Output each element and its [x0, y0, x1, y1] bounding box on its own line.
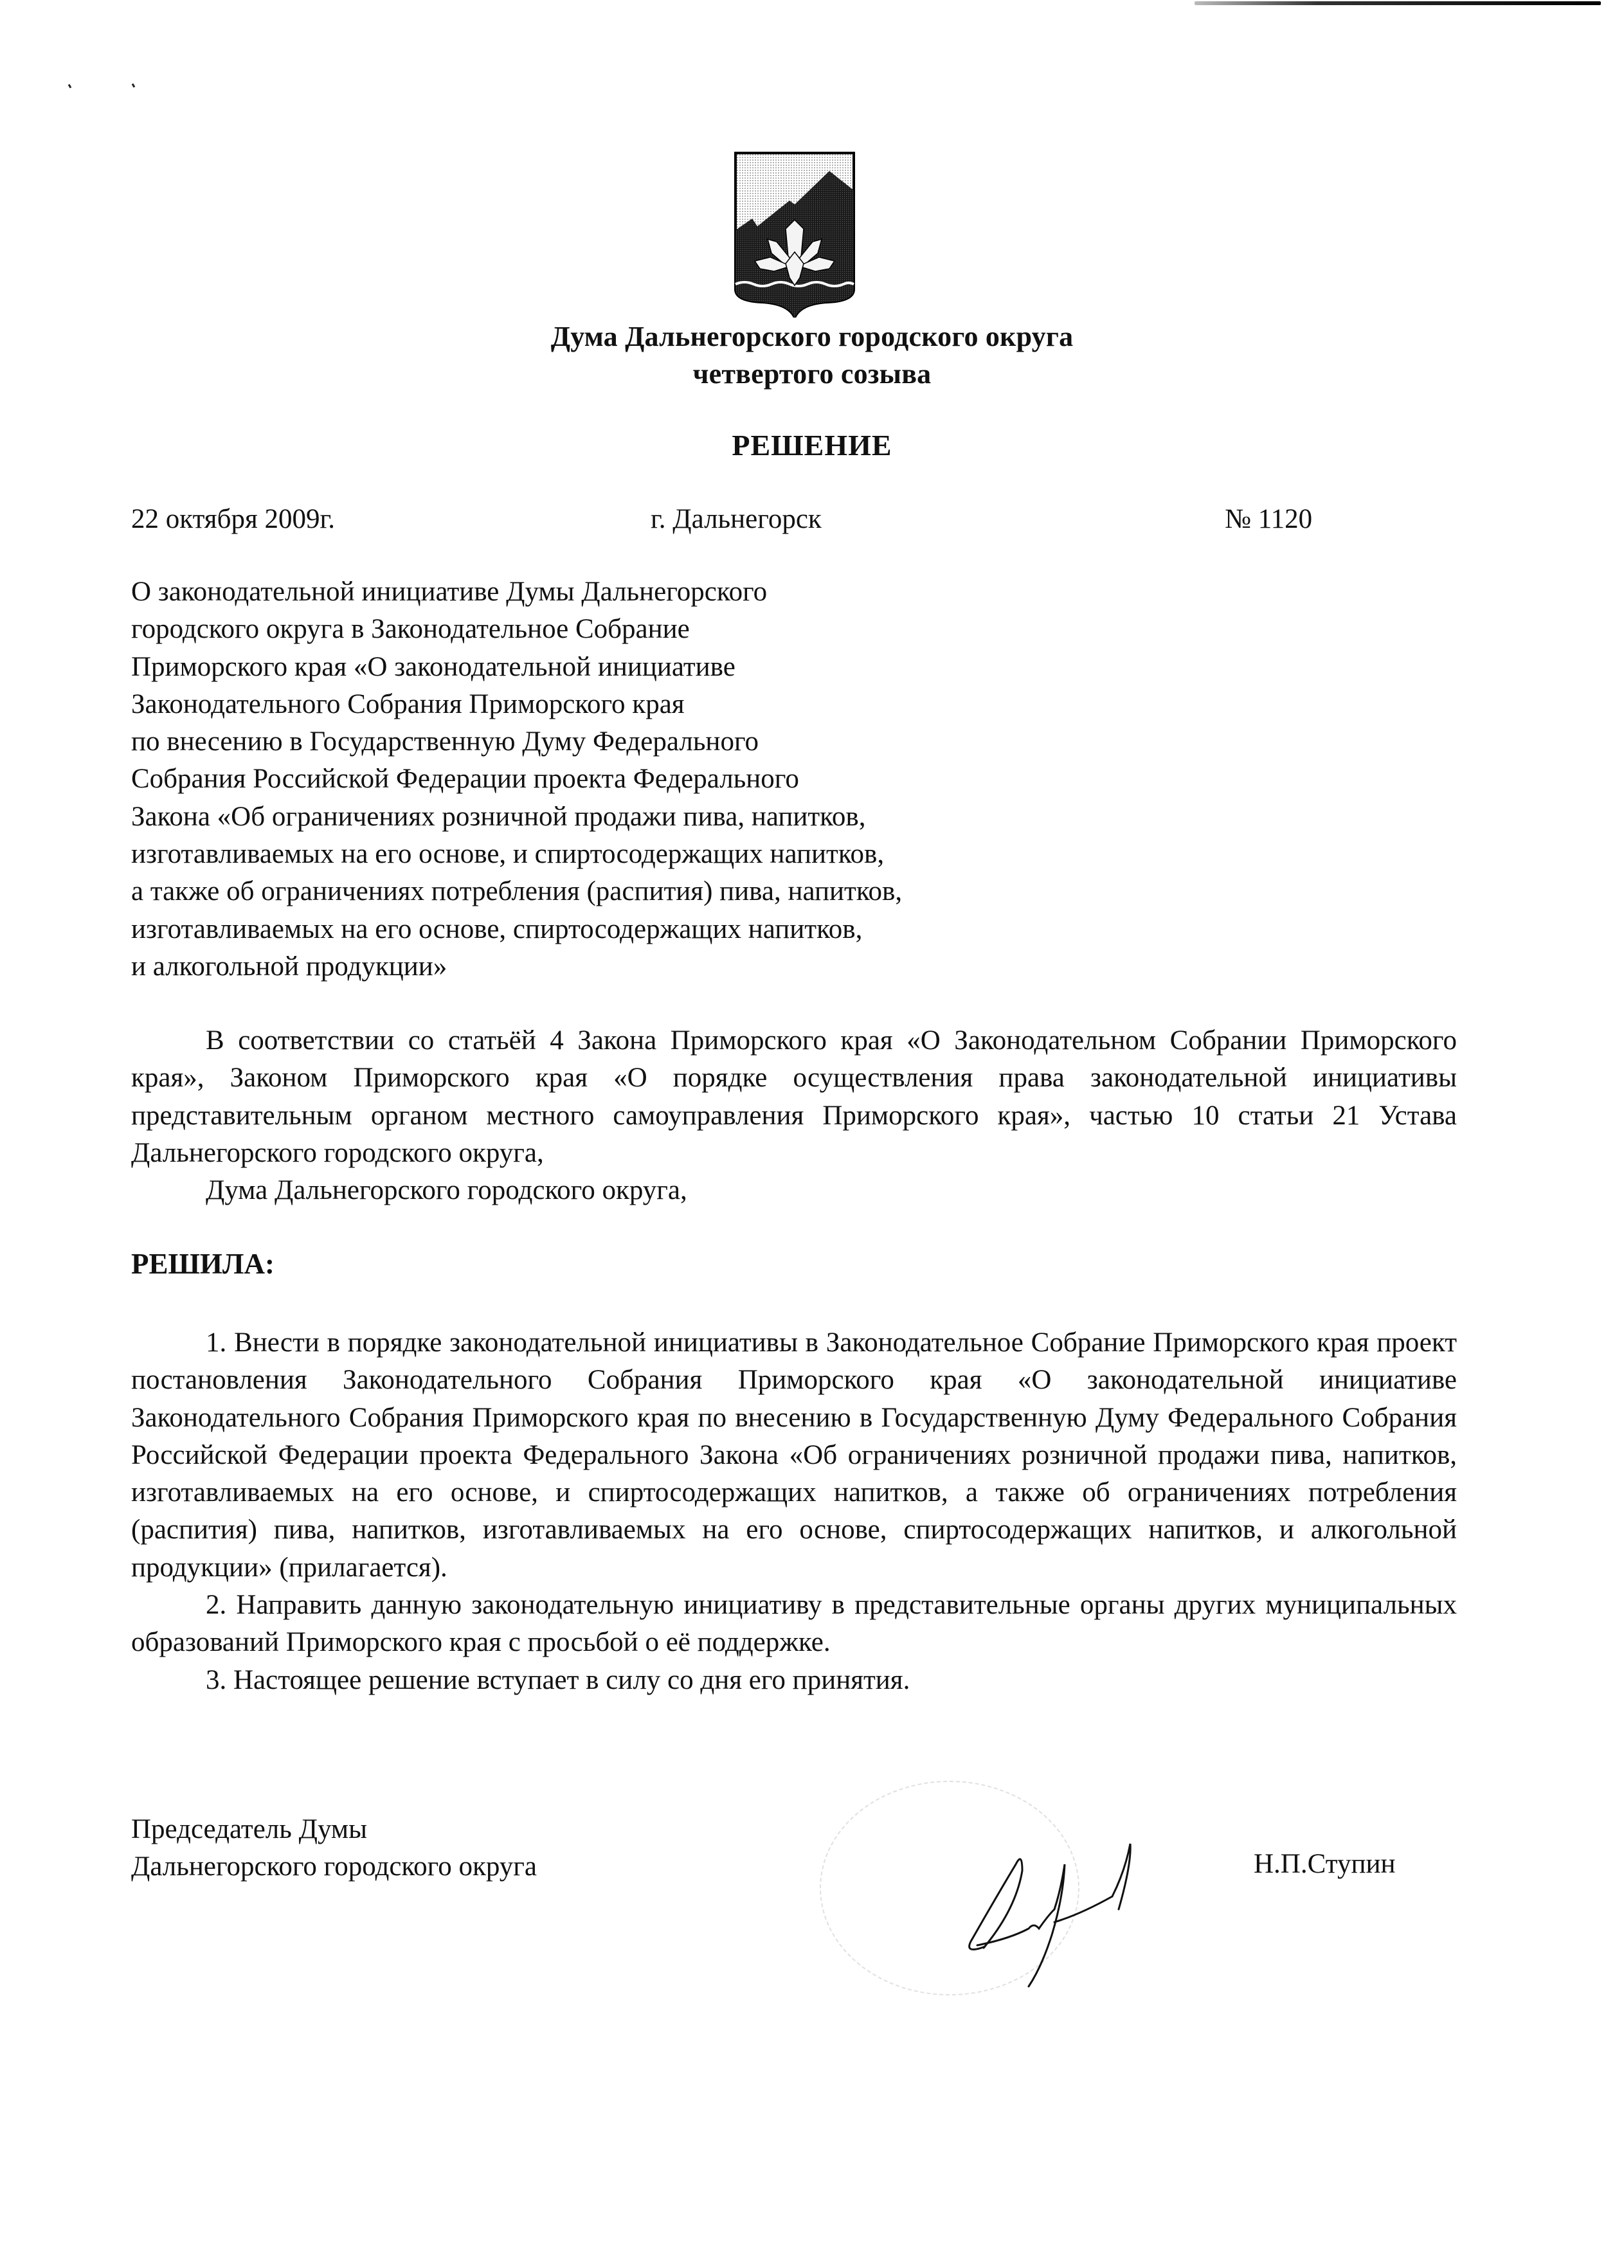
position-line-2: Дальнегорского городского округа: [131, 1851, 537, 1882]
resolution-item-2: 2. Направить данную законодательную инициативу в представительные органы других муниципальных образований Приморского края с просьбой о её поддержке.: [131, 1590, 1457, 1658]
subject-line: изготавливаемых на его основе, спиртосодержащих напитков,: [131, 914, 863, 944]
resolved-heading: РЕШИЛА:: [131, 1248, 275, 1280]
decision-city: г. Дальнегорск: [651, 504, 822, 534]
resolution-items: [131, 1324, 1457, 1699]
organization-title: Дума Дальнегорского городского округа: [550, 321, 1074, 352]
resolution-item-1: 1. Внести в порядке законодательной инициативы в Законодательное Собрание Приморского края проект постановления Законодательного Собрания Приморского края «О законодательной инициативе Законодательного Собрания Приморского края по внесению в Государственную Думу Федерального Собрания Российской Федерации проекта Федерального Закона «Об ограничениях розничной продажи пива, напитков, изготавливаемых на его основе, и спиртосодержащих напитков, а также об ограничениях потребления (распития) пива, напитков, изготавливаемых на его основе, спиртосодержащих напитков, и алкогольной продукции» (прилагается).: [131, 1328, 1457, 1583]
subject-line: О законодательной инициативе Думы Дальнегорского: [131, 577, 768, 607]
preamble-text: В соответствии со статьёй 4 Закона Приморского края «О Законодательном Собрании Приморского края», Законом Приморского края «О порядке осуществления права законодательной инициативы представительным органом местного самоуправления Приморского края», частью 10 статьи 21 Устава Дальнегорского городского округа,: [131, 1025, 1457, 1168]
subject-line: городского округа в Законодательное Собрание: [131, 614, 690, 645]
subject-line: Собрания Российской Федерации проекта Федерального: [131, 764, 799, 795]
signatory-name: Н.П.Ступин: [1254, 1849, 1396, 1879]
subject-line: Законодательного Собрания Приморского края: [131, 688, 685, 719]
document-type-heading: РЕШЕНИЕ: [732, 429, 892, 462]
position-line-1: Председатель Думы: [131, 1814, 367, 1844]
preamble-subject: Дума Дальнегорского городского округа,: [206, 1175, 687, 1206]
subject-line: Закона «Об ограничениях розничной продажи пива, напитков,: [131, 801, 866, 832]
subject-line: Приморского края «О законодательной инициативе: [131, 651, 735, 682]
subject-line: а также об ограничениях потребления (распития) пива, напитков,: [131, 876, 903, 907]
scan-artifact-line: [1195, 1, 1601, 5]
decision-number: № 1120: [1225, 504, 1313, 534]
preamble: [131, 1022, 1457, 1209]
signatory-position: [131, 1811, 537, 1886]
subject-line: по внесению в Государственную Думу Федерального: [131, 726, 759, 757]
subject-line: изготавливаемых на его основе, и спиртосодержащих напитков,: [131, 839, 885, 870]
dalnegorsk-coat-of-arms-icon: [732, 149, 858, 318]
scan-speck: [68, 84, 72, 89]
resolution-item-3: 3. Настоящее решение вступает в силу со дня его принятия.: [206, 1664, 910, 1695]
decision-subject: [131, 573, 902, 986]
subject-line: и алкогольной продукции»: [131, 951, 447, 982]
scan-speck: [132, 84, 136, 88]
convocation-title: четвертого созыва: [692, 358, 932, 390]
handwritten-signature-icon: [926, 1826, 1260, 2019]
decision-date: 22 октября 2009г.: [131, 504, 336, 534]
